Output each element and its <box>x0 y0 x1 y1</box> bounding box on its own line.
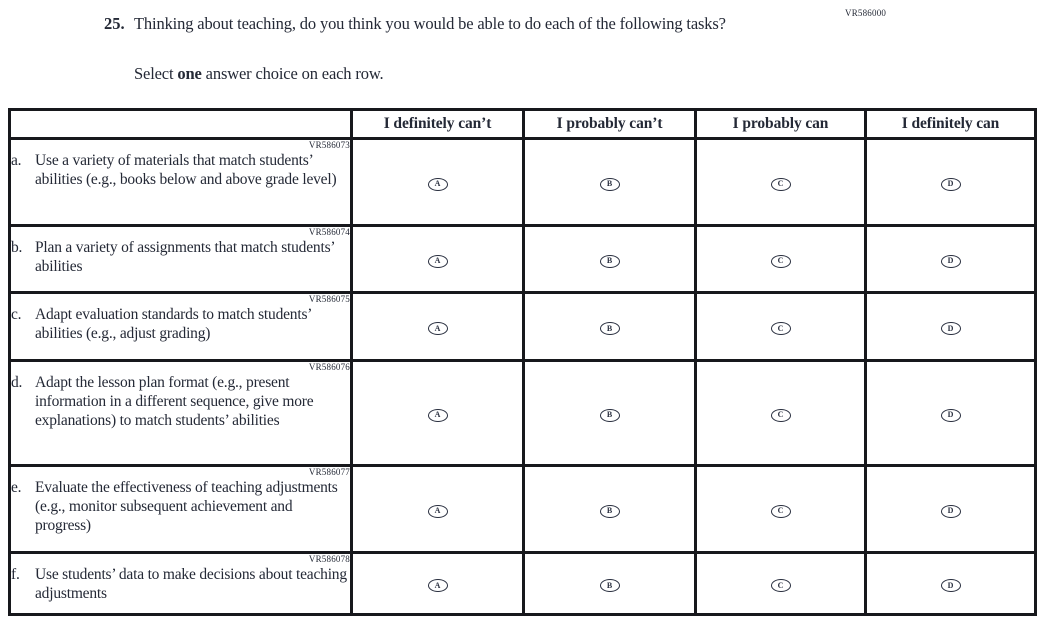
answer-cell <box>352 466 524 553</box>
row-text: Evaluate the effectiveness of teaching adjustments (e.g., monitor subsequent achievement and progress) <box>35 479 338 534</box>
answer-cell <box>696 553 866 615</box>
row-code: VR586074 <box>308 227 350 237</box>
answer-cell <box>524 553 696 615</box>
answer-cell <box>352 293 524 361</box>
table-row <box>10 553 1036 615</box>
answer-cell <box>352 553 524 615</box>
row-label-cell <box>10 293 352 361</box>
question-block <box>104 13 789 35</box>
answer-bubble-a[interactable]: A <box>428 409 448 422</box>
row-letter: b. <box>11 239 23 256</box>
answer-bubble-a[interactable]: A <box>428 322 448 335</box>
header-row <box>10 110 1036 139</box>
row-letter: c. <box>11 306 22 323</box>
answer-bubble-d[interactable]: D <box>941 409 961 422</box>
table-row <box>10 293 1036 361</box>
row-label-cell <box>10 466 352 553</box>
question-number: 25. <box>104 14 125 33</box>
answer-cell <box>352 226 524 293</box>
answer-bubble-a[interactable]: A <box>428 579 448 592</box>
row-code: VR586078 <box>308 554 350 564</box>
response-grid <box>8 108 1037 616</box>
row-letter: e. <box>11 479 22 496</box>
answer-bubble-c[interactable]: C <box>771 505 791 518</box>
answer-cell <box>524 139 696 226</box>
answer-cell <box>524 226 696 293</box>
table-row <box>10 139 1036 226</box>
form-code: VR586000 <box>845 8 887 18</box>
column-header-definitely-can: I definitely can <box>866 110 1036 139</box>
answer-cell <box>866 226 1036 293</box>
row-label-cell <box>10 139 352 226</box>
column-header-probably-cant: I probably can’t <box>524 110 696 139</box>
answer-bubble-c[interactable]: C <box>771 409 791 422</box>
answer-bubble-d[interactable]: D <box>941 579 961 592</box>
column-header-probably-can: I probably can <box>696 110 866 139</box>
answer-bubble-d[interactable]: D <box>941 505 961 518</box>
answer-bubble-b[interactable]: B <box>600 322 620 335</box>
instruction-suffix: answer choice on each row. <box>201 64 384 83</box>
answer-bubble-a[interactable]: A <box>428 178 448 191</box>
answer-cell <box>696 293 866 361</box>
column-header-definitely-cant: I definitely can’t <box>352 110 524 139</box>
table-row <box>10 466 1036 553</box>
answer-bubble-c[interactable]: C <box>771 178 791 191</box>
instruction-bold-word: one <box>177 64 202 83</box>
row-code: VR586077 <box>308 467 350 477</box>
answer-bubble-a[interactable]: A <box>428 505 448 518</box>
table-row <box>10 361 1036 466</box>
question-text: Thinking about teaching, do you think you would be able to do each of the following tasks? <box>134 14 726 33</box>
row-text: Use students’ data to make decisions about teaching adjustments <box>35 566 347 602</box>
question-instruction <box>134 64 384 84</box>
answer-cell <box>524 466 696 553</box>
answer-cell <box>696 139 866 226</box>
answer-bubble-c[interactable]: C <box>771 579 791 592</box>
answer-cell <box>524 361 696 466</box>
answer-bubble-d[interactable]: D <box>941 255 961 268</box>
answer-bubble-a[interactable]: A <box>428 255 448 268</box>
instruction-prefix: Select <box>134 64 178 83</box>
row-label-cell <box>10 553 352 615</box>
answer-cell <box>352 361 524 466</box>
answer-cell <box>696 361 866 466</box>
row-code: VR586073 <box>308 140 350 150</box>
answer-bubble-d[interactable]: D <box>941 322 961 335</box>
answer-cell <box>352 139 524 226</box>
answer-cell <box>866 553 1036 615</box>
row-letter: a. <box>11 152 22 169</box>
answer-bubble-b[interactable]: B <box>600 178 620 191</box>
answer-cell <box>866 466 1036 553</box>
answer-bubble-c[interactable]: C <box>771 255 791 268</box>
row-text: Plan a variety of assignments that match students’ abilities <box>35 239 335 275</box>
answer-cell <box>866 139 1036 226</box>
row-text: Use a variety of materials that match students’ abilities (e.g., books below and above grade level) <box>35 152 337 188</box>
answer-cell <box>696 466 866 553</box>
answer-cell <box>696 226 866 293</box>
answer-cell <box>524 293 696 361</box>
row-letter: d. <box>11 374 23 391</box>
row-code: VR586075 <box>308 294 350 304</box>
answer-bubble-b[interactable]: B <box>600 505 620 518</box>
row-letter: f. <box>11 566 20 583</box>
row-label-cell <box>10 361 352 466</box>
answer-bubble-b[interactable]: B <box>600 409 620 422</box>
corner-cell <box>10 110 352 139</box>
answer-bubble-d[interactable]: D <box>941 178 961 191</box>
row-code: VR586076 <box>308 362 350 372</box>
table-row <box>10 226 1036 293</box>
answer-bubble-b[interactable]: B <box>600 579 620 592</box>
row-text: Adapt the lesson plan format (e.g., present information in a different sequence, give more explanations) to match students’ abilities <box>35 374 314 429</box>
answer-bubble-c[interactable]: C <box>771 322 791 335</box>
answer-bubble-b[interactable]: B <box>600 255 620 268</box>
answer-cell <box>866 361 1036 466</box>
row-label-cell <box>10 226 352 293</box>
row-text: Adapt evaluation standards to match students’ abilities (e.g., adjust grading) <box>35 306 312 342</box>
answer-cell <box>866 293 1036 361</box>
